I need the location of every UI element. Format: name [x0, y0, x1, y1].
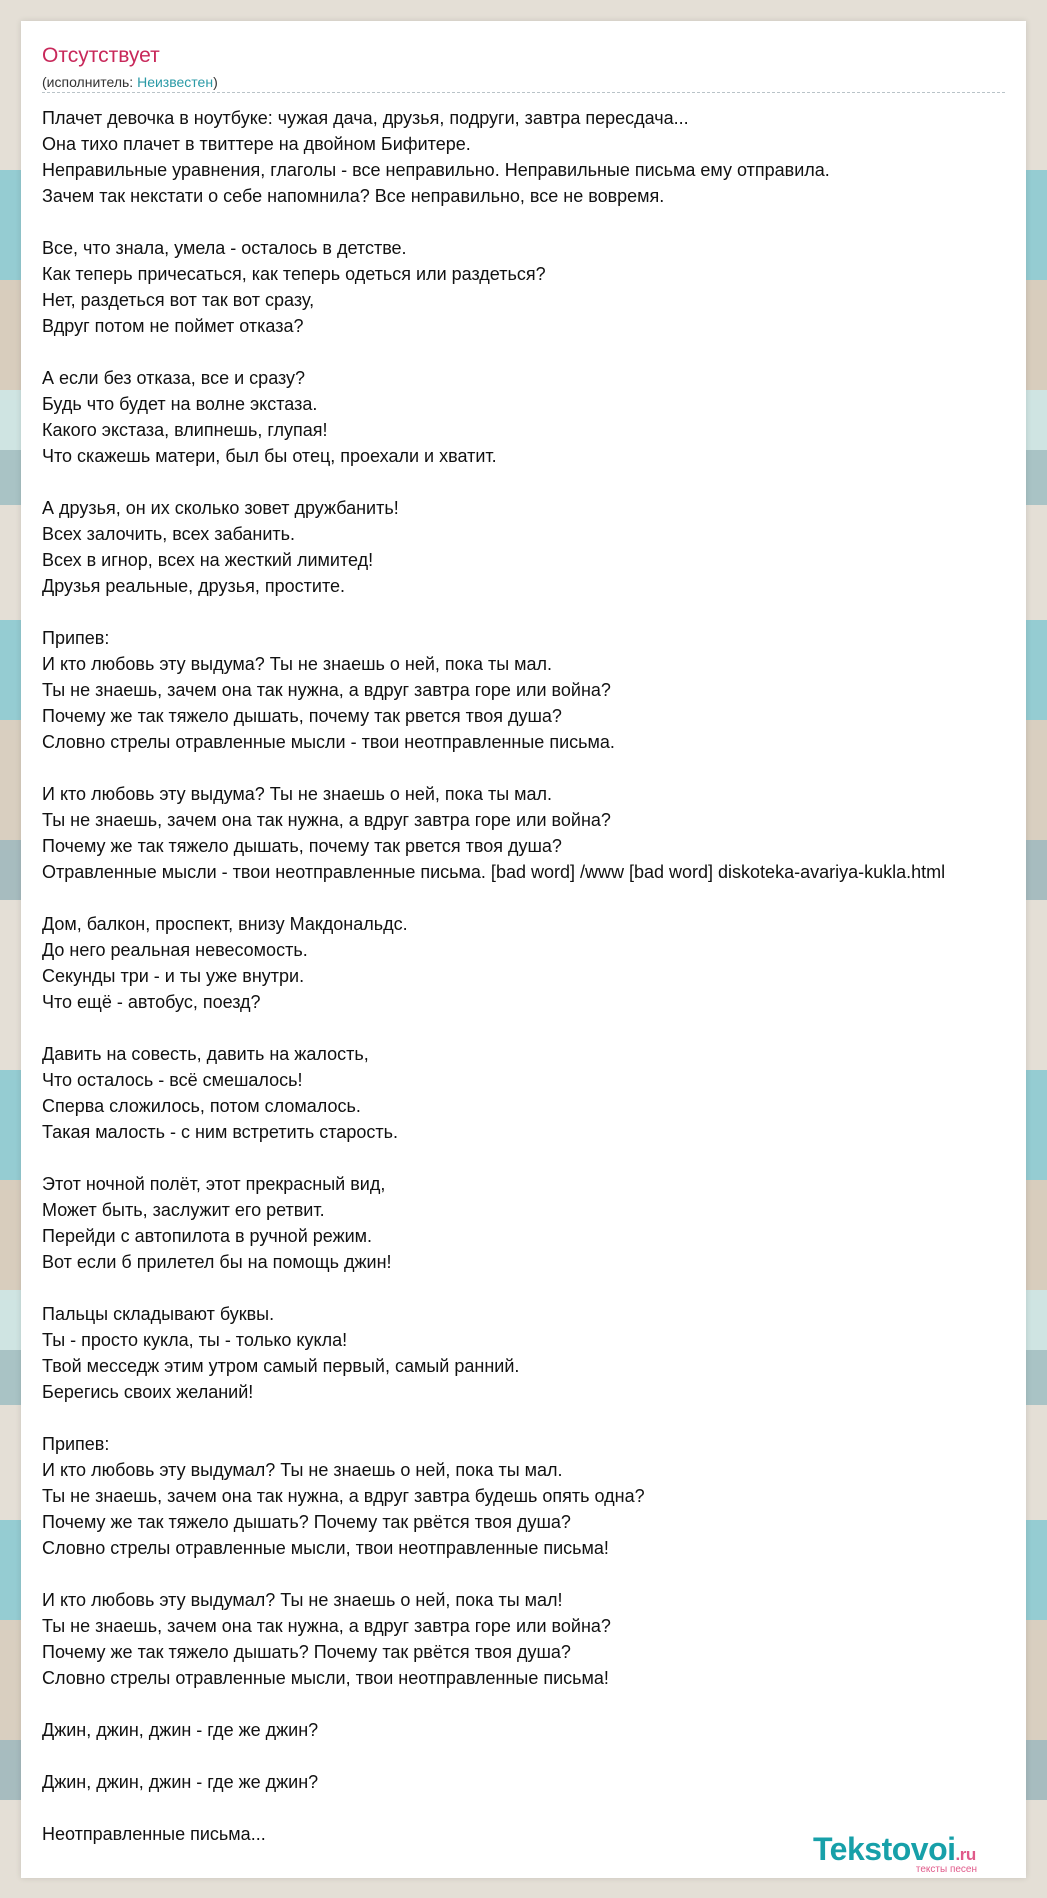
lyric-line: Дом, балкон, проспект, внизу Макдональдс.	[42, 914, 408, 934]
lyric-line: Давить на совесть, давить на жалость,	[42, 1044, 369, 1064]
lyric-blank-line	[42, 339, 945, 365]
lyric-line: Зачем так некстати о себе напомнила? Все неправильно, все не вовремя.	[42, 186, 665, 206]
artist-prefix: (исполнитель:	[42, 74, 138, 90]
lyric-line: Джин, джин, джин - где же джин?	[42, 1720, 319, 1740]
lyric-line: Неправильные уравнения, глаголы - все неправильно. Неправильные письма ему отправила.	[42, 160, 830, 180]
lyric-blank-line	[42, 1691, 945, 1717]
lyric-line: Припев:	[42, 1434, 110, 1454]
lyric-line: Что ещё - автобус, поезд?	[42, 992, 261, 1012]
lyric-blank-line	[42, 885, 945, 911]
lyric-line: Почему же так тяжело дышать? Почему так рвётся твоя душа?	[42, 1642, 571, 1662]
artist-link[interactable]: Неизвестен	[137, 74, 214, 90]
lyric-blank-line	[42, 1561, 945, 1587]
lyric-blank-line	[42, 1743, 945, 1769]
lyric-blank-line	[42, 1405, 945, 1431]
lyric-line: Почему же так тяжело дышать, почему так рвется твоя душа?	[42, 706, 562, 726]
lyrics-text	[42, 105, 945, 1847]
lyric-line: А друзья, он их сколько зовет дружбанить!	[42, 498, 399, 518]
lyric-line: Почему же так тяжело дышать? Почему так рвётся твоя душа?	[42, 1512, 571, 1532]
lyric-line: Пальцы складывают буквы.	[42, 1304, 275, 1324]
lyric-line: Нет, раздеться вот так вот сразу,	[42, 290, 315, 310]
artist-suffix: )	[213, 74, 218, 90]
lyric-line: Какого экстаза, влипнешь, глупая!	[42, 420, 328, 440]
lyric-line: Будь что будет на волне экстаза.	[42, 394, 318, 414]
lyric-blank-line	[42, 1275, 945, 1301]
lyric-line: Как теперь причесаться, как теперь одеться или раздеться?	[42, 264, 546, 284]
lyric-line: Может быть, заслужит его ретвит.	[42, 1200, 325, 1220]
lyric-line: Словно стрелы отравленные мысли - твои неотправленные письма.	[42, 732, 615, 752]
lyric-line: А если без отказа, все и сразу?	[42, 368, 306, 388]
lyric-line: Вдруг потом не поймет отказа?	[42, 316, 304, 336]
site-logo[interactable]	[813, 1831, 1013, 1873]
logo-tld: .ru	[955, 1845, 976, 1864]
lyric-line: Ты не знаешь, зачем она так нужна, а вдруг завтра горе или война?	[42, 810, 611, 830]
lyric-blank-line	[42, 209, 945, 235]
header-divider	[42, 92, 1005, 93]
lyrics-card	[21, 21, 1026, 1878]
lyric-line: Всех залочить, всех забанить.	[42, 524, 296, 544]
lyric-line: Перейди с автопилота в ручной режим.	[42, 1226, 373, 1246]
lyric-blank-line	[42, 469, 945, 495]
lyric-line: И кто любовь эту выдума? Ты не знаешь о ней, пока ты мал.	[42, 654, 553, 674]
lyric-line: И кто любовь эту выдумал? Ты не знаешь о ней, пока ты мал.	[42, 1460, 563, 1480]
lyric-line: Что осталось - всё смешалось!	[42, 1070, 303, 1090]
lyric-line: Берегись своих желаний!	[42, 1382, 254, 1402]
lyric-line: До него реальная невесомость.	[42, 940, 308, 960]
lyric-line: Все, что знала, умела - осталось в детстве.	[42, 238, 407, 258]
lyric-line: И кто любовь эту выдума? Ты не знаешь о ней, пока ты мал.	[42, 784, 553, 804]
lyric-line: Она тихо плачет в твиттере на двойном Бифитере.	[42, 134, 471, 154]
lyric-blank-line	[42, 1795, 945, 1821]
lyric-line: Твой месседж этим утром самый первый, самый ранний.	[42, 1356, 520, 1376]
logo-name: Tekstovoi	[813, 1831, 956, 1867]
lyric-line: Почему же так тяжело дышать, почему так рвется твоя душа?	[42, 836, 562, 856]
song-title: Отсутствует	[42, 44, 160, 67]
logo-tagline: тексты песен	[915, 1864, 977, 1875]
lyric-line: Ты не знаешь, зачем она так нужна, а вдруг завтра горе или война?	[42, 1616, 611, 1636]
lyric-line: Ты - просто кукла, ты - только кукла!	[42, 1330, 348, 1350]
lyric-line: Словно стрелы отравленные мысли, твои неотправленные письма!	[42, 1668, 609, 1688]
lyric-line: Сперва сложилось, потом сломалось.	[42, 1096, 361, 1116]
lyric-line: Всех в игнор, всех на жесткий лимитед!	[42, 550, 374, 570]
lyric-line: Такая малость - с ним встретить старость.	[42, 1122, 398, 1142]
lyric-line: Ты не знаешь, зачем она так нужна, а вдруг завтра будешь опять одна?	[42, 1486, 645, 1506]
lyric-line: Ты не знаешь, зачем она так нужна, а вдруг завтра горе или война?	[42, 680, 611, 700]
lyric-line: Вот если б прилетел бы на помощь джин!	[42, 1252, 392, 1272]
lyric-line: Джин, джин, джин - где же джин?	[42, 1772, 319, 1792]
lyric-blank-line	[42, 599, 945, 625]
lyric-line: Что скажешь матери, был бы отец, проехали и хватит.	[42, 446, 497, 466]
lyric-blank-line	[42, 1015, 945, 1041]
lyric-blank-line	[42, 755, 945, 781]
lyric-line: Этот ночной полёт, этот прекрасный вид,	[42, 1174, 386, 1194]
lyric-line: Секунды три - и ты уже внутри.	[42, 966, 305, 986]
lyric-line: Друзья реальные, друзья, простите.	[42, 576, 345, 596]
lyric-line: И кто любовь эту выдумал? Ты не знаешь о ней, пока ты мал!	[42, 1590, 563, 1610]
lyric-blank-line	[42, 1145, 945, 1171]
artist-line	[42, 73, 218, 91]
lyric-line: Плачет девочка в ноутбуке: чужая дача, друзья, подруги, завтра пересдача...	[42, 108, 689, 128]
lyric-line: Отравленные мысли - твои неотправленные письма. [bad word] /www [bad word] diskoteka-avariya-kukla.html	[42, 862, 946, 882]
lyric-line: Словно стрелы отравленные мысли, твои неотправленные письма!	[42, 1538, 609, 1558]
lyric-line: Неотправленные письма...	[42, 1824, 266, 1844]
lyric-line: Припев:	[42, 628, 110, 648]
